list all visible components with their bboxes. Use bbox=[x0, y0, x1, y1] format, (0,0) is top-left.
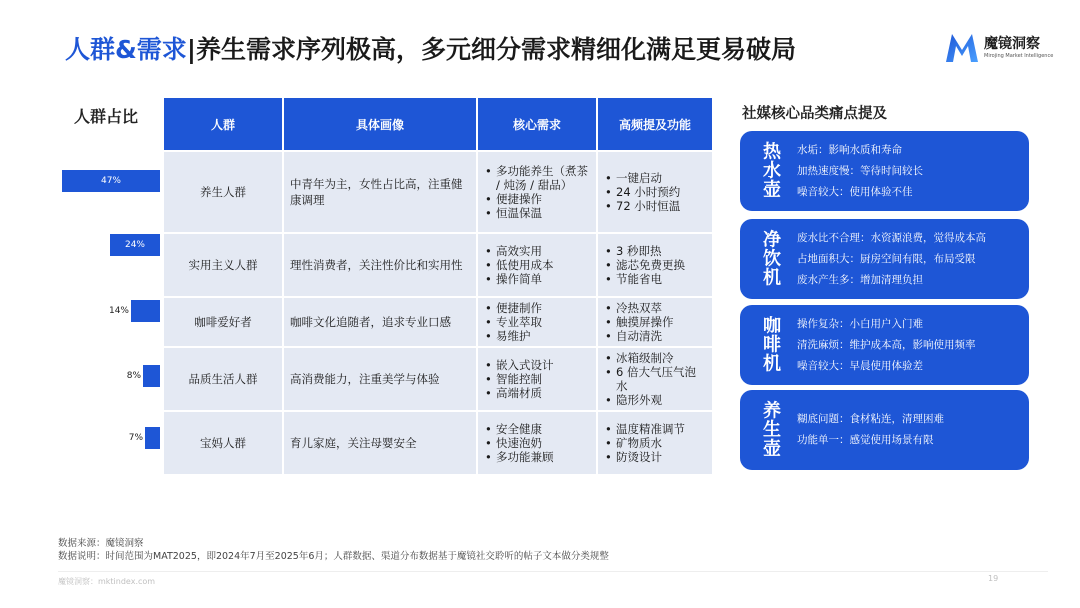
need-item: • 低使用成本 bbox=[496, 258, 590, 272]
pain-card bbox=[740, 305, 1029, 385]
data-source bbox=[58, 537, 609, 563]
feature-item: • 3 秒即热 bbox=[616, 244, 706, 258]
header-group: 人群 bbox=[164, 98, 282, 150]
need-item: • 操作简单 bbox=[496, 272, 590, 286]
logo-name: 魔镜洞察 bbox=[984, 36, 1040, 52]
category-name: 热水壶 bbox=[763, 141, 781, 201]
need-item: • 专业萃取 bbox=[496, 315, 590, 329]
table-header-row bbox=[164, 98, 712, 150]
pain-card bbox=[740, 131, 1029, 211]
brand-logo bbox=[944, 32, 1053, 64]
need-item: • 便捷操作 bbox=[496, 192, 590, 206]
pain-point: 清洗麻烦：维护成本高，影响使用频率 bbox=[797, 338, 976, 351]
pain-point: 加热速度慢：等待时间较长 bbox=[797, 164, 923, 177]
cell-features bbox=[598, 298, 712, 346]
cell-needs bbox=[478, 152, 596, 232]
pain-card bbox=[740, 219, 1029, 299]
source-note: 数据说明：时间范围为MAT2025，即2024年7月至2025年6月；人群数据、渠道分布数据基于魔镜社交聆听的帖子文本做分类规整 bbox=[58, 551, 609, 562]
pain-point: 水垢：影响水质和寿命 bbox=[797, 143, 902, 156]
cell-portrait: 高消费能力，注重美学与体验 bbox=[284, 348, 476, 410]
feature-item: • 矿物质水 bbox=[616, 436, 706, 450]
feature-item: • 冰箱级制冷 bbox=[616, 351, 706, 365]
need-item: • 嵌入式设计 bbox=[496, 358, 590, 372]
category-name: 养生壶 bbox=[763, 400, 781, 460]
cell-features bbox=[598, 152, 712, 232]
pain-point: 噪音较大：使用体验不佳 bbox=[797, 185, 913, 198]
cell-features bbox=[598, 234, 712, 296]
category-name: 咖啡机 bbox=[763, 315, 781, 375]
cell-group: 养生人群 bbox=[164, 152, 282, 232]
pain-card bbox=[740, 390, 1029, 470]
ratio-bar bbox=[131, 300, 160, 322]
pain-point: 占地面积大：厨房空间有限，布局受限 bbox=[797, 252, 976, 265]
title-accent: 人群&需求 bbox=[65, 35, 187, 64]
need-item: • 高端材质 bbox=[496, 386, 590, 400]
table-row bbox=[164, 412, 712, 474]
need-item: • 多功能养生（煮茶 / 炖汤 / 甜品） bbox=[496, 164, 590, 192]
ratio-bar-label: 24% bbox=[124, 240, 145, 250]
cell-group: 宝妈人群 bbox=[164, 412, 282, 474]
cell-group: 实用主义人群 bbox=[164, 234, 282, 296]
cell-portrait: 理性消费者，关注性价比和实用性 bbox=[284, 234, 476, 296]
cell-needs bbox=[478, 234, 596, 296]
footer-site: 魔镜洞察：mktindex.com bbox=[58, 577, 156, 586]
pain-point: 废水比不合理：水资源浪费，觉得成本高 bbox=[797, 231, 986, 244]
table-row bbox=[164, 234, 712, 296]
pain-point: 功能单一：感觉使用场景有限 bbox=[797, 434, 934, 446]
cell-group: 品质生活人群 bbox=[164, 348, 282, 410]
feature-item: • 自动清洗 bbox=[616, 329, 706, 343]
feature-item: • 节能省电 bbox=[616, 272, 706, 286]
feature-item: • 24 小时预约 bbox=[616, 185, 706, 199]
category-name: 净饮机 bbox=[763, 229, 781, 289]
table-row bbox=[164, 152, 712, 232]
table-row bbox=[164, 298, 712, 346]
page-title bbox=[65, 30, 796, 66]
ratio-title: 人群占比 bbox=[74, 107, 139, 126]
pain-point: 糊底问题：食材粘连，清理困难 bbox=[797, 413, 944, 425]
table-row bbox=[164, 348, 712, 410]
ratio-bar-label: 14% bbox=[108, 306, 129, 316]
footer-divider bbox=[58, 571, 1048, 572]
cell-portrait: 中青年为主，女性占比高，注重健康调理 bbox=[284, 152, 476, 232]
need-item: • 快速泡奶 bbox=[496, 436, 590, 450]
ratio-bar bbox=[145, 427, 160, 449]
feature-item: • 72 小时恒温 bbox=[616, 199, 706, 213]
page-number: 19 bbox=[988, 574, 999, 583]
pain-points-title: 社媒核心品类痛点提及 bbox=[742, 106, 887, 122]
need-item: • 便捷制作 bbox=[496, 301, 590, 315]
ratio-bar-label: 8% bbox=[126, 371, 141, 381]
cell-needs bbox=[478, 412, 596, 474]
ratio-bar-label: 47% bbox=[100, 176, 121, 186]
ratio-bar bbox=[143, 365, 160, 387]
title-rest: |养生需求序列极高，多元细分需求精细化满足更易破局 bbox=[186, 35, 796, 64]
pain-point: 操作复杂：小白用户入门难 bbox=[797, 317, 923, 330]
cell-needs bbox=[478, 348, 596, 410]
feature-item: • 隐形外观 bbox=[616, 393, 706, 407]
cell-features bbox=[598, 412, 712, 474]
header-portrait: 具体画像 bbox=[284, 98, 476, 150]
cell-portrait: 育儿家庭，关注母婴安全 bbox=[284, 412, 476, 474]
header-needs: 核心需求 bbox=[478, 98, 596, 150]
feature-item: • 触摸屏操作 bbox=[616, 315, 706, 329]
pain-point: 废水产生多：增加清理负担 bbox=[797, 273, 923, 286]
need-item: • 多功能兼顾 bbox=[496, 450, 590, 464]
feature-item: • 冷热双萃 bbox=[616, 301, 706, 315]
feature-item: • 一键启动 bbox=[616, 171, 706, 185]
need-item: • 易维护 bbox=[496, 329, 590, 343]
feature-item: • 滤芯免费更换 bbox=[616, 258, 706, 272]
cell-group: 咖啡爱好者 bbox=[164, 298, 282, 346]
feature-item: • 温度精准调节 bbox=[616, 422, 706, 436]
logo-tagline: Mirojing Market Intelligence bbox=[984, 53, 1054, 59]
need-item: • 恒温保温 bbox=[496, 206, 590, 220]
ratio-bar-label: 7% bbox=[128, 433, 143, 443]
need-item: • 安全健康 bbox=[496, 422, 590, 436]
header-features: 高频提及功能 bbox=[598, 98, 712, 150]
source-line: 数据来源：魔镜洞察 bbox=[58, 538, 144, 549]
cell-features bbox=[598, 348, 712, 410]
pain-point: 噪音较大：早晨使用体验差 bbox=[797, 359, 923, 372]
cell-portrait: 咖啡文化追随者，追求专业口感 bbox=[284, 298, 476, 346]
feature-item: • 6 倍大气压气泡水 bbox=[616, 365, 706, 393]
feature-item: • 防烫设计 bbox=[616, 450, 706, 464]
logo-m-icon bbox=[944, 32, 980, 64]
cell-needs bbox=[478, 298, 596, 346]
need-item: • 智能控制 bbox=[496, 372, 590, 386]
need-item: • 高效实用 bbox=[496, 244, 590, 258]
segment-table bbox=[162, 96, 714, 476]
